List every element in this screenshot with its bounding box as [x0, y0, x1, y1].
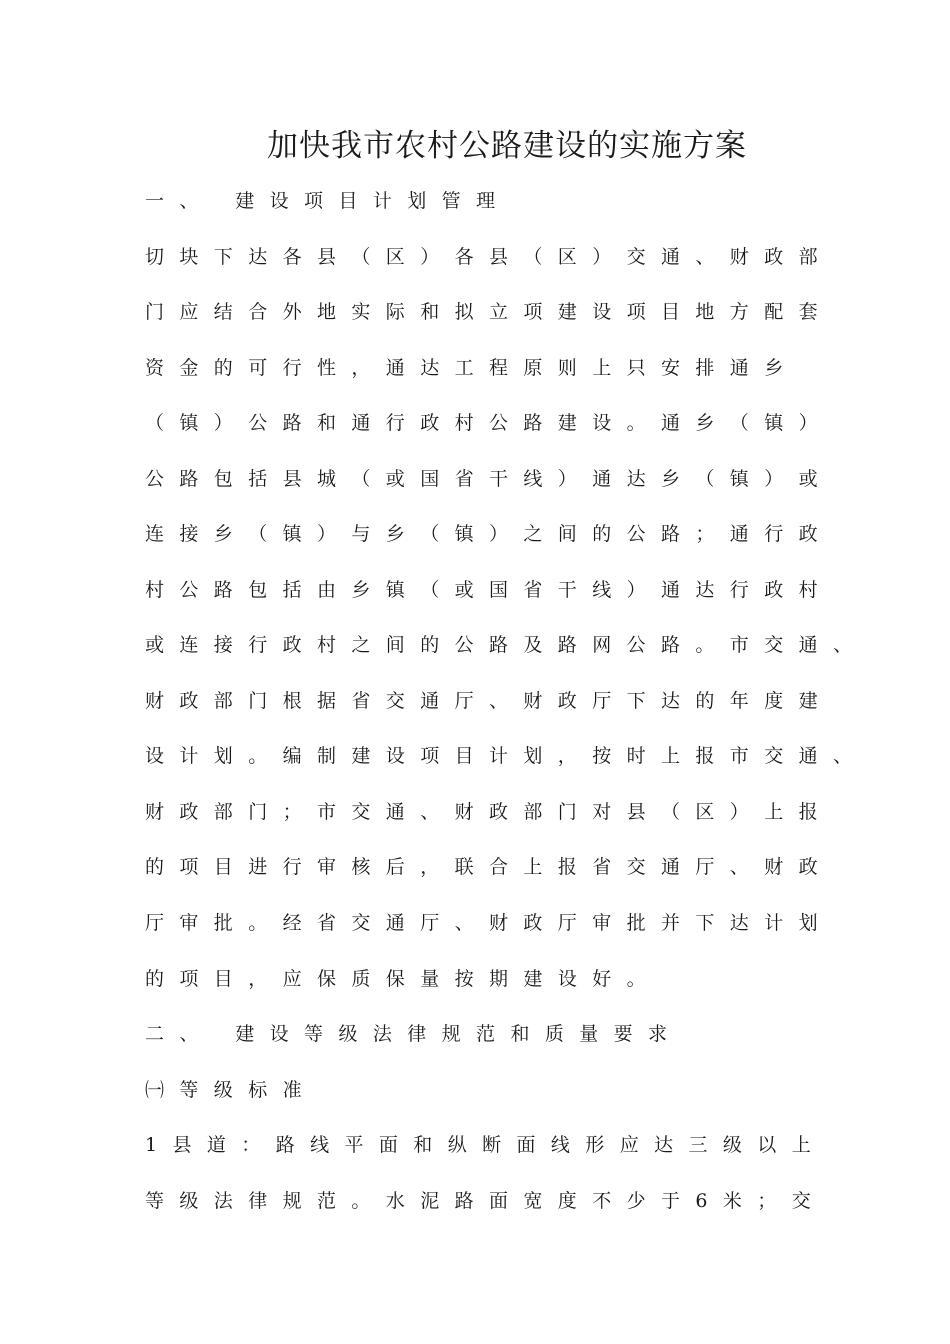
paragraph-line: 公路包括县城（或国省干线）通达乡（镇）或: [145, 468, 834, 490]
subsection-heading: ㈠等级标准: [145, 1079, 318, 1101]
paragraph-line: 资金的可行性，通达工程原则上只安排通乡: [145, 357, 799, 379]
section-heading: 二、 建设等级法律规范和质量要求: [145, 1023, 683, 1045]
paragraph-line: 的项目进行审核后，联合上报省交通厅、财政: [145, 856, 834, 878]
paragraph-line: 财政部门；市交通、财政部门对县（区）上报: [145, 801, 834, 823]
paragraph-line: 村公路包括由乡镇（或国省干线）通达行政村: [145, 579, 834, 601]
paragraph-line: 财政部门根据省交通厅、财政厅下达的年度建: [145, 690, 834, 712]
paragraph-line: 门应结合外地实际和拟立项建设项目地方配套: [145, 301, 834, 323]
paragraph-line: 的项目，应保质保量按期建设好。: [145, 968, 662, 990]
paragraph-line: 或连接行政村之间的公路及路网公路。市交通、: [145, 634, 868, 656]
paragraph-line: 切块下达各县（区）各县（区）交通、财政部: [145, 246, 834, 268]
paragraph-line: 设计划。编制建设项目计划，按时上报市交通、: [145, 745, 868, 767]
paragraph-line: 厅审批。经省交通厅、财政厅审批并下达计划: [145, 912, 834, 934]
paragraph-line: 连接乡（镇）与乡（镇）之间的公路；通行政: [145, 523, 834, 545]
document-title: 加快我市农村公路建设的实施方案: [267, 128, 747, 164]
paragraph-line: 等级法律规范。水泥路面宽度不少于6米；交: [145, 1190, 827, 1212]
paragraph-line: （镇）公路和通行政村公路建设。通乡（镇）: [145, 412, 834, 434]
paragraph-line: 1县道：路线平面和纵断面线形应达三级以上: [145, 1134, 827, 1156]
section-heading: 一、 建设项目计划管理: [145, 190, 511, 212]
